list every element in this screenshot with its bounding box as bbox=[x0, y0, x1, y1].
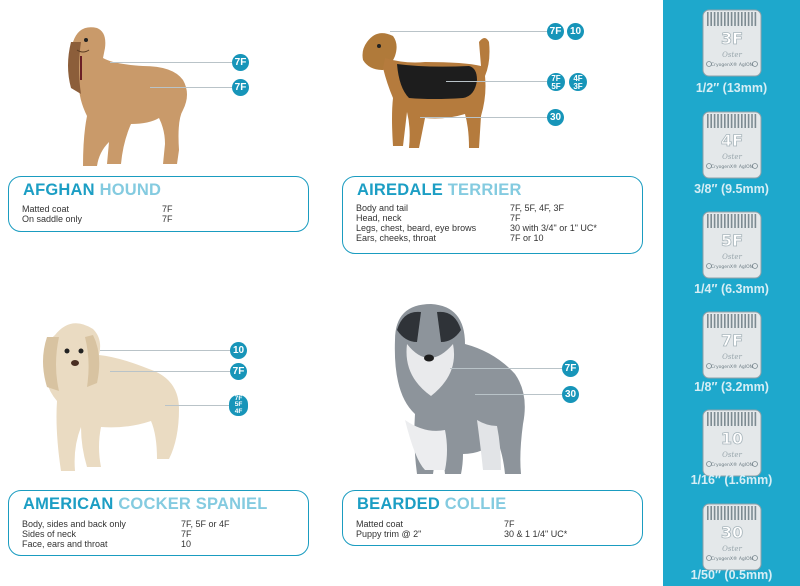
blade-code-label: 7F bbox=[720, 331, 744, 350]
table-row: Matted coat 7F bbox=[356, 519, 515, 529]
blade-sub-label: CryogenX® AgION bbox=[710, 165, 754, 170]
airedale-badge-4f-3f: 4F 3F bbox=[569, 73, 587, 91]
cocker-spaniel-photo bbox=[35, 315, 195, 485]
blade-code-label: 5F bbox=[720, 231, 744, 250]
afghan-leader-1 bbox=[110, 62, 232, 63]
table-row: Puppy trim @ 2" 30 & 1 1/4" UC* bbox=[356, 529, 568, 539]
airedale-badge-7f: 7F bbox=[547, 23, 564, 40]
bearded-collie-table bbox=[356, 519, 641, 539]
bearded-leader-2 bbox=[475, 394, 562, 395]
table-row: Body and tail 7F, 5F, 4F, 3F bbox=[356, 203, 565, 213]
blade-brand-label: Oster bbox=[722, 451, 742, 459]
cocker-badge-7f-5f-4f: 7F 5F 4F bbox=[229, 395, 248, 416]
afghan-hound-photo bbox=[45, 12, 205, 172]
table-row: On saddle only 7F bbox=[22, 214, 173, 224]
clipper-blade-7f bbox=[701, 310, 763, 380]
afghan-badge-2: 7F bbox=[232, 79, 249, 96]
airedale-leader-3 bbox=[420, 117, 547, 118]
table-row: Sides of neck 7F bbox=[22, 529, 192, 539]
airedale-terrier-title: AIREDALE TERRIER bbox=[357, 181, 522, 199]
blade-brand-label: Oster bbox=[722, 253, 742, 261]
blade-size-label: 1/8″ (3.2mm) bbox=[694, 380, 769, 394]
table-row: Head, neck 7F bbox=[356, 213, 521, 223]
table-row: Legs, chest, beard, eye brows 30 with 3/4" or 1" UC* bbox=[356, 223, 597, 233]
blade-brand-label: Oster bbox=[722, 51, 742, 59]
blade-sub-label: CryogenX® AgION bbox=[710, 463, 754, 468]
airedale-leader-1 bbox=[390, 31, 547, 32]
cocker-leader-1 bbox=[100, 350, 230, 351]
clipper-blade-5f bbox=[701, 210, 763, 280]
blade-size-label: 1/4″ (6.3mm) bbox=[694, 282, 769, 296]
blade-code-label: 30 bbox=[720, 523, 744, 542]
table-row: Matted coat 7F bbox=[22, 204, 173, 214]
bearded-collie-card bbox=[342, 490, 643, 546]
cocker-badge-10: 10 bbox=[230, 342, 247, 359]
airedale-terrier-card bbox=[342, 176, 643, 254]
clipper-blade-30 bbox=[701, 502, 763, 572]
cocker-badge-7f: 7F bbox=[230, 363, 247, 380]
clipper-blade-3f bbox=[701, 8, 763, 78]
blade-size-label: 3/8″ (9.5mm) bbox=[694, 182, 769, 196]
table-row: Face, ears and throat 10 bbox=[22, 539, 192, 549]
bearded-collie-photo bbox=[385, 300, 535, 480]
american-cocker-spaniel-title: AMERICAN COCKER SPANIEL bbox=[23, 495, 268, 513]
blade-size-sidebar bbox=[663, 0, 800, 586]
cocker-leader-3 bbox=[165, 405, 230, 406]
table-row: Ears, cheeks, throat 7F or 10 bbox=[356, 233, 544, 243]
bearded-collie-title: BEARDED COLLIE bbox=[357, 495, 507, 513]
blade-size-label: 1/2″ (13mm) bbox=[695, 81, 768, 95]
american-cocker-spaniel-table bbox=[22, 519, 302, 549]
blade-brand-label: Oster bbox=[722, 153, 742, 161]
blade-brand-label: Oster bbox=[722, 545, 742, 553]
blade-size-label: 1/16″ (1.6mm) bbox=[690, 473, 773, 487]
blade-code-label: 3F bbox=[720, 29, 744, 48]
cocker-leader-2 bbox=[110, 371, 230, 372]
table-row: Body, sides and back only 7F, 5F or 4F bbox=[22, 519, 230, 529]
clipper-blade-4f bbox=[701, 110, 763, 180]
airedale-leader-2 bbox=[446, 81, 547, 82]
blade-code-label: 10 bbox=[720, 429, 744, 448]
airedale-terrier-photo bbox=[355, 20, 495, 170]
clipper-blade-10 bbox=[701, 408, 763, 478]
bearded-badge-7f: 7F bbox=[562, 360, 579, 377]
airedale-badge-30: 30 bbox=[547, 109, 564, 126]
blade-brand-label: Oster bbox=[722, 353, 742, 361]
american-cocker-spaniel-card bbox=[8, 490, 309, 556]
bearded-leader-1 bbox=[450, 368, 562, 369]
airedale-badge-7f-5f: 7F 5F bbox=[547, 73, 565, 91]
airedale-badge-10: 10 bbox=[567, 23, 584, 40]
afghan-hound-table bbox=[22, 204, 302, 224]
blade-sub-label: CryogenX® AgION bbox=[710, 63, 754, 68]
blade-sub-label: CryogenX® AgION bbox=[710, 365, 754, 370]
blade-sub-label: CryogenX® AgION bbox=[710, 557, 754, 562]
blade-size-label: 1/50″ (0.5mm) bbox=[690, 568, 773, 582]
blade-sub-label: CryogenX® AgION bbox=[710, 265, 754, 270]
bearded-badge-30: 30 bbox=[562, 386, 579, 403]
afghan-leader-2 bbox=[150, 87, 232, 88]
afghan-hound-title: AFGHAN HOUND bbox=[23, 181, 162, 199]
airedale-terrier-table bbox=[356, 203, 641, 243]
afghan-badge-1: 7F bbox=[232, 54, 249, 71]
blade-code-label: 4F bbox=[720, 131, 744, 150]
afghan-hound-card bbox=[8, 176, 309, 232]
